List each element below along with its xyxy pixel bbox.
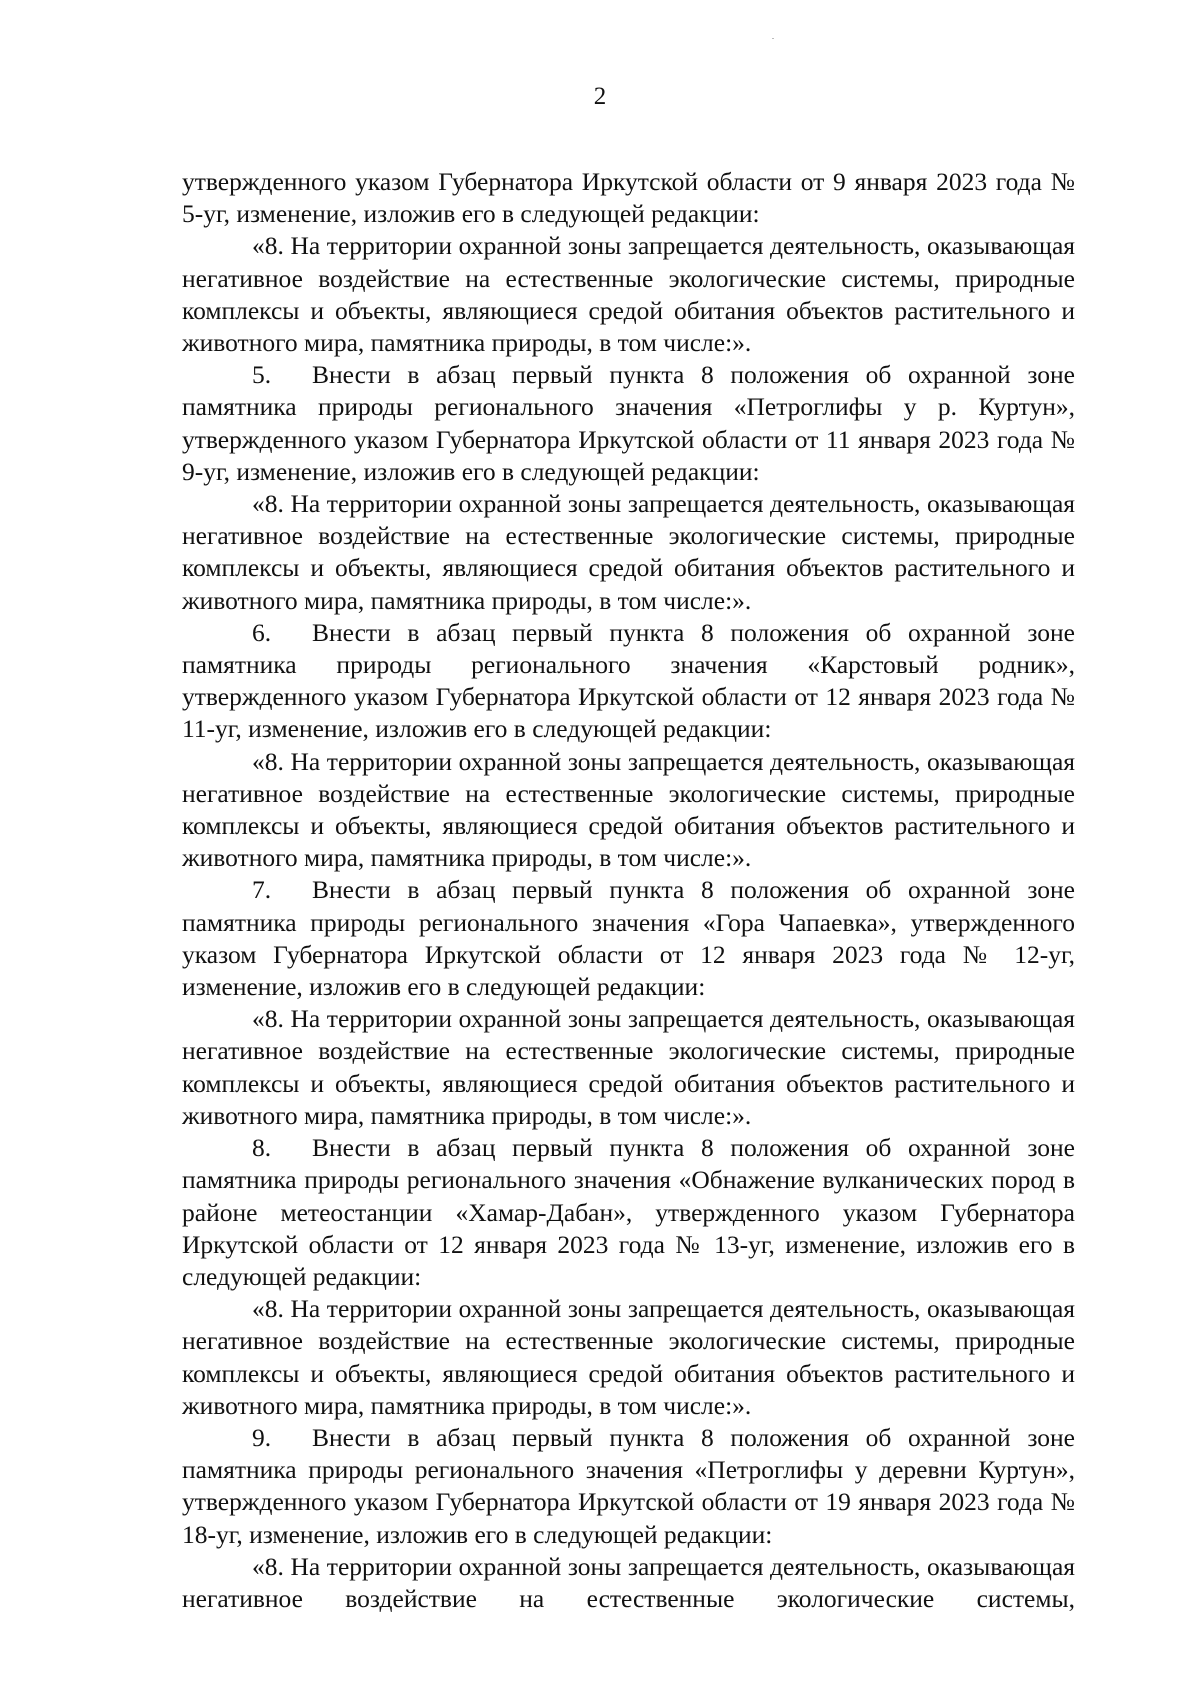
item-number: 5.	[252, 360, 272, 390]
paragraph-quote: «8. На территории охранной зоны запрещается деятельность, оказывающая негативное воздействие на естественные экологические системы, природные комплексы и объекты, являющиеся средой обитания объектов растительного и животного мира, памятника природы, в том числе:».	[182, 489, 1075, 615]
paragraph-quote: «8. На территории охранной зоны запрещается деятельность, оказывающая негативное воздействие на естественные экологические системы, природные комплексы и объекты, являющиеся средой обитания объектов растительного и животного мира, памятника природы, в том числе:».	[182, 1004, 1075, 1130]
item-number: 8.	[252, 1133, 272, 1163]
item-number: 6.	[252, 617, 272, 647]
item-text: Внести в абзац первый пункта 8 положения об охранной зоне памятника природы регионального значения «Гора Чапаевка», утвержденного указом Губернатора Иркутской области от 12 января 2023 года № 12-уг, изменение, изложив его в следующей редакции:	[182, 875, 1075, 1002]
paragraph-item-9	[182, 1422, 1075, 1551]
paragraph-quote: «8. На территории охранной зоны запрещается деятельность, оказывающая негативное воздействие на естественные экологические системы, природные комплексы и объекты, являющиеся средой обитания объектов растительного и животного мира, памятника природы, в том числе:».	[182, 231, 1075, 358]
item-number: 9.	[252, 1422, 272, 1452]
paragraph-item-5	[182, 359, 1075, 488]
item-text: Внести в абзац первый пункта 8 положения об охранной зоне памятника природы регионального значения «Петроглифы у деревни Куртун», утвержденного указом Губернатора Иркутской области от 19 января 2023 года № 18-уг, изменение, изложив его в следующей редакции:	[182, 1422, 1075, 1549]
item-number: 7.	[252, 875, 272, 905]
document-body	[182, 166, 1075, 1615]
item-text: Внести в абзац первый пункта 8 положения об охранной зоне памятника природы регионального значения «Петроглифы у р. Куртун», утвержденного указом Губернатора Иркутской области от 11 января 2023 года № 9-уг, изменение, изложив его в следующей редакции:	[182, 360, 1075, 486]
paragraph-continuation: утвержденного указом Губернатора Иркутской области от 9 января 2023 года № 5-уг, изменение, изложив его в следующей редакции:	[182, 167, 1075, 229]
paragraph-quote-partial: «8. На территории охранной зоны запрещается деятельность, оказывающая негативное воздействие на естественные экологические системы,	[182, 1551, 1075, 1613]
paragraph-item-8	[182, 1132, 1075, 1293]
item-text: Внести в абзац первый пункта 8 положения об охранной зоне памятника природы регионального значения «Карстовый родник», утвержденного указом Губернатора Иркутской области от 12 января 2023 года № 11-уг, изменение, изложив его в следующей редакции:	[182, 617, 1075, 744]
paragraph-quote: «8. На территории охранной зоны запрещается деятельность, оказывающая негативное воздействие на естественные экологические системы, природные комплексы и объекты, являющиеся средой обитания объектов растительного и животного мира, памятника природы, в том числе:».	[182, 746, 1075, 873]
page-number: 2	[593, 83, 607, 110]
paragraph-item-7	[182, 874, 1075, 1003]
scan-artifact	[772, 38, 774, 39]
paragraph-quote: «8. На территории охранной зоны запрещается деятельность, оказывающая негативное воздействие на естественные экологические системы, природные комплексы и объекты, являющиеся средой обитания объектов растительного и животного мира, памятника природы, в том числе:».	[182, 1294, 1075, 1420]
item-text: Внести в абзац первый пункта 8 положения об охранной зоне памятника природы регионального значения «Обнажение вулканических пород в районе метеостанции «Хамар-Дабан», утвержденного указом Губернатора Иркутской области от 12 января 2023 года № 13-уг, изменение, изложив его в следующей редакции:	[182, 1133, 1075, 1291]
paragraph-item-6	[182, 617, 1075, 746]
